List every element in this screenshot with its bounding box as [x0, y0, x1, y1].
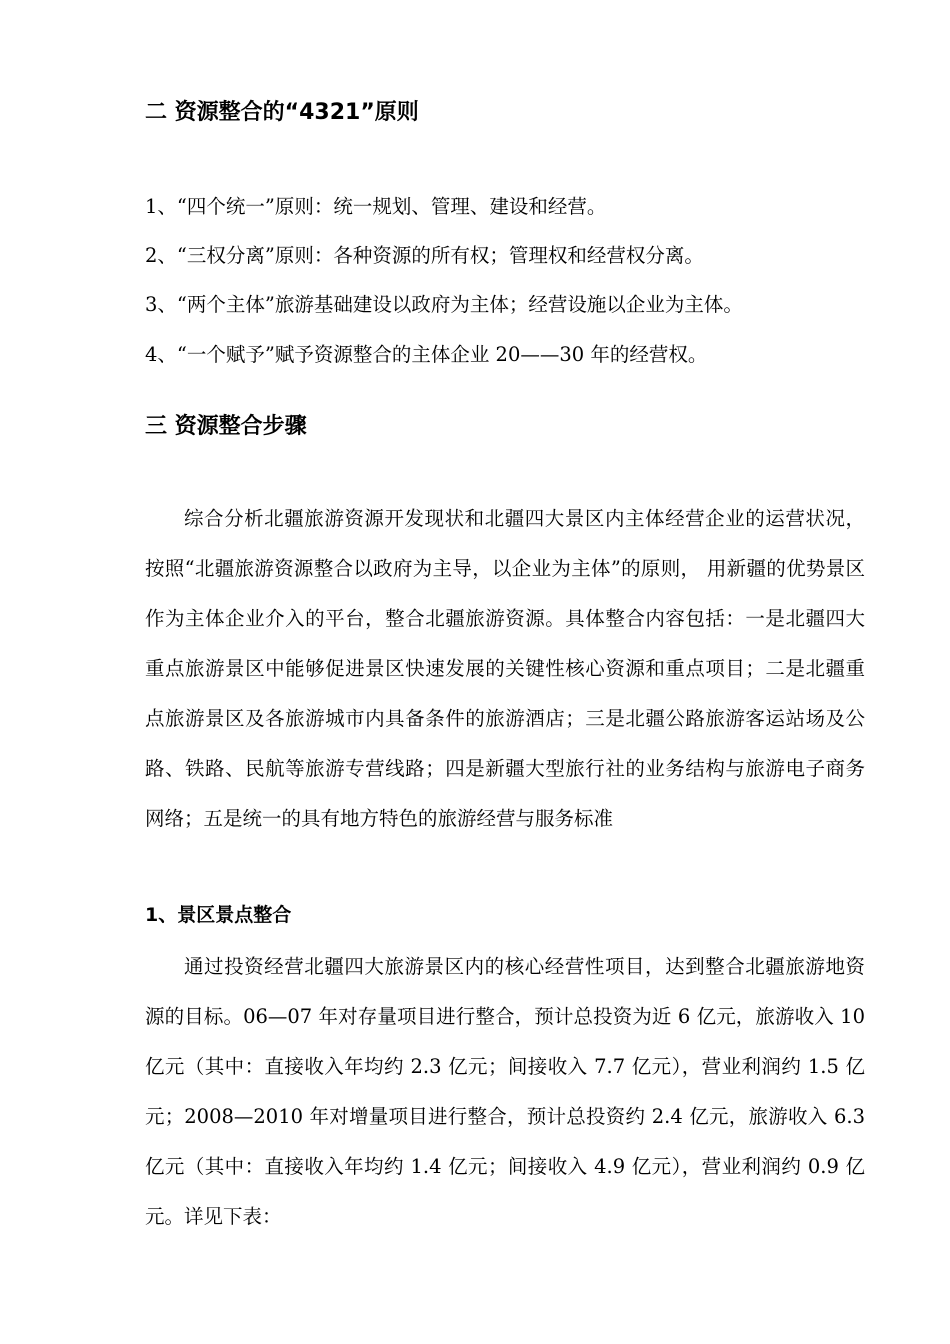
section-2-heading: 二 资源整合的“4321”原则 [145, 100, 419, 125]
section-3-intro-paragraph: 综合分析北疆旅游资源开发现状和北疆四大景区内主体经营企业的运营状况，按照“北疆旅游资源整合以政府为主导，以企业为主体”的原则， 用新疆的优势景区作为主体企业介入的平台，整合北疆旅游资源。具体整合内容包括：一是北疆四大重点旅游景区中能够促进景区快速发展的关键性核心资源和重点项目；二是北疆重点旅游景区及各旅游城市内具备条件的旅游酒店；三是北疆公路旅游客运站场及公路、铁路、民航等旅游专营线路；四是新疆大型旅行社的业务结构与旅游电子商务网络；五是统一的具有地方特色的旅游经营与服务标准 [145, 507, 865, 830]
principle-item-2: 2、“三权分离”原则：各种资源的所有权；管理权和经营权分离。 [145, 244, 704, 267]
principle-item-3: 3、“两个主体”旅游基础建设以政府为主体；经营设施以企业为主体。 [145, 293, 743, 316]
subsection-1-heading: 1、景区景点整合 [145, 904, 292, 926]
principle-item-1: 1、“四个统一”原则：统一规划、管理、建设和经营。 [145, 195, 607, 218]
subsection-1-paragraph: 通过投资经营北疆四大旅游景区内的核心经营性项目，达到整合北疆旅游地资源的目标。06—07 年对存量项目进行整合，预计总投资为近 6 亿元，旅游收入 10 亿元（其中：直接收入年均约 2.3 亿元；间接收入 7.7 亿元），营业利润约 1.5 亿元；2008—2010 年对增量项目进行整合，预计总投资约 2.4 亿元，旅游收入 6.3 亿元（其中：直接收入年均约 1.4 亿元；间接收入 4.9 亿元），营业利润约 0.9 亿元。详见下表： [145, 955, 865, 1228]
principle-item-4: 4、“一个赋予”赋予资源整合的主体企业 20——30 年的经营权。 [145, 343, 708, 366]
section-3-heading: 三 资源整合步骤 [145, 414, 307, 439]
